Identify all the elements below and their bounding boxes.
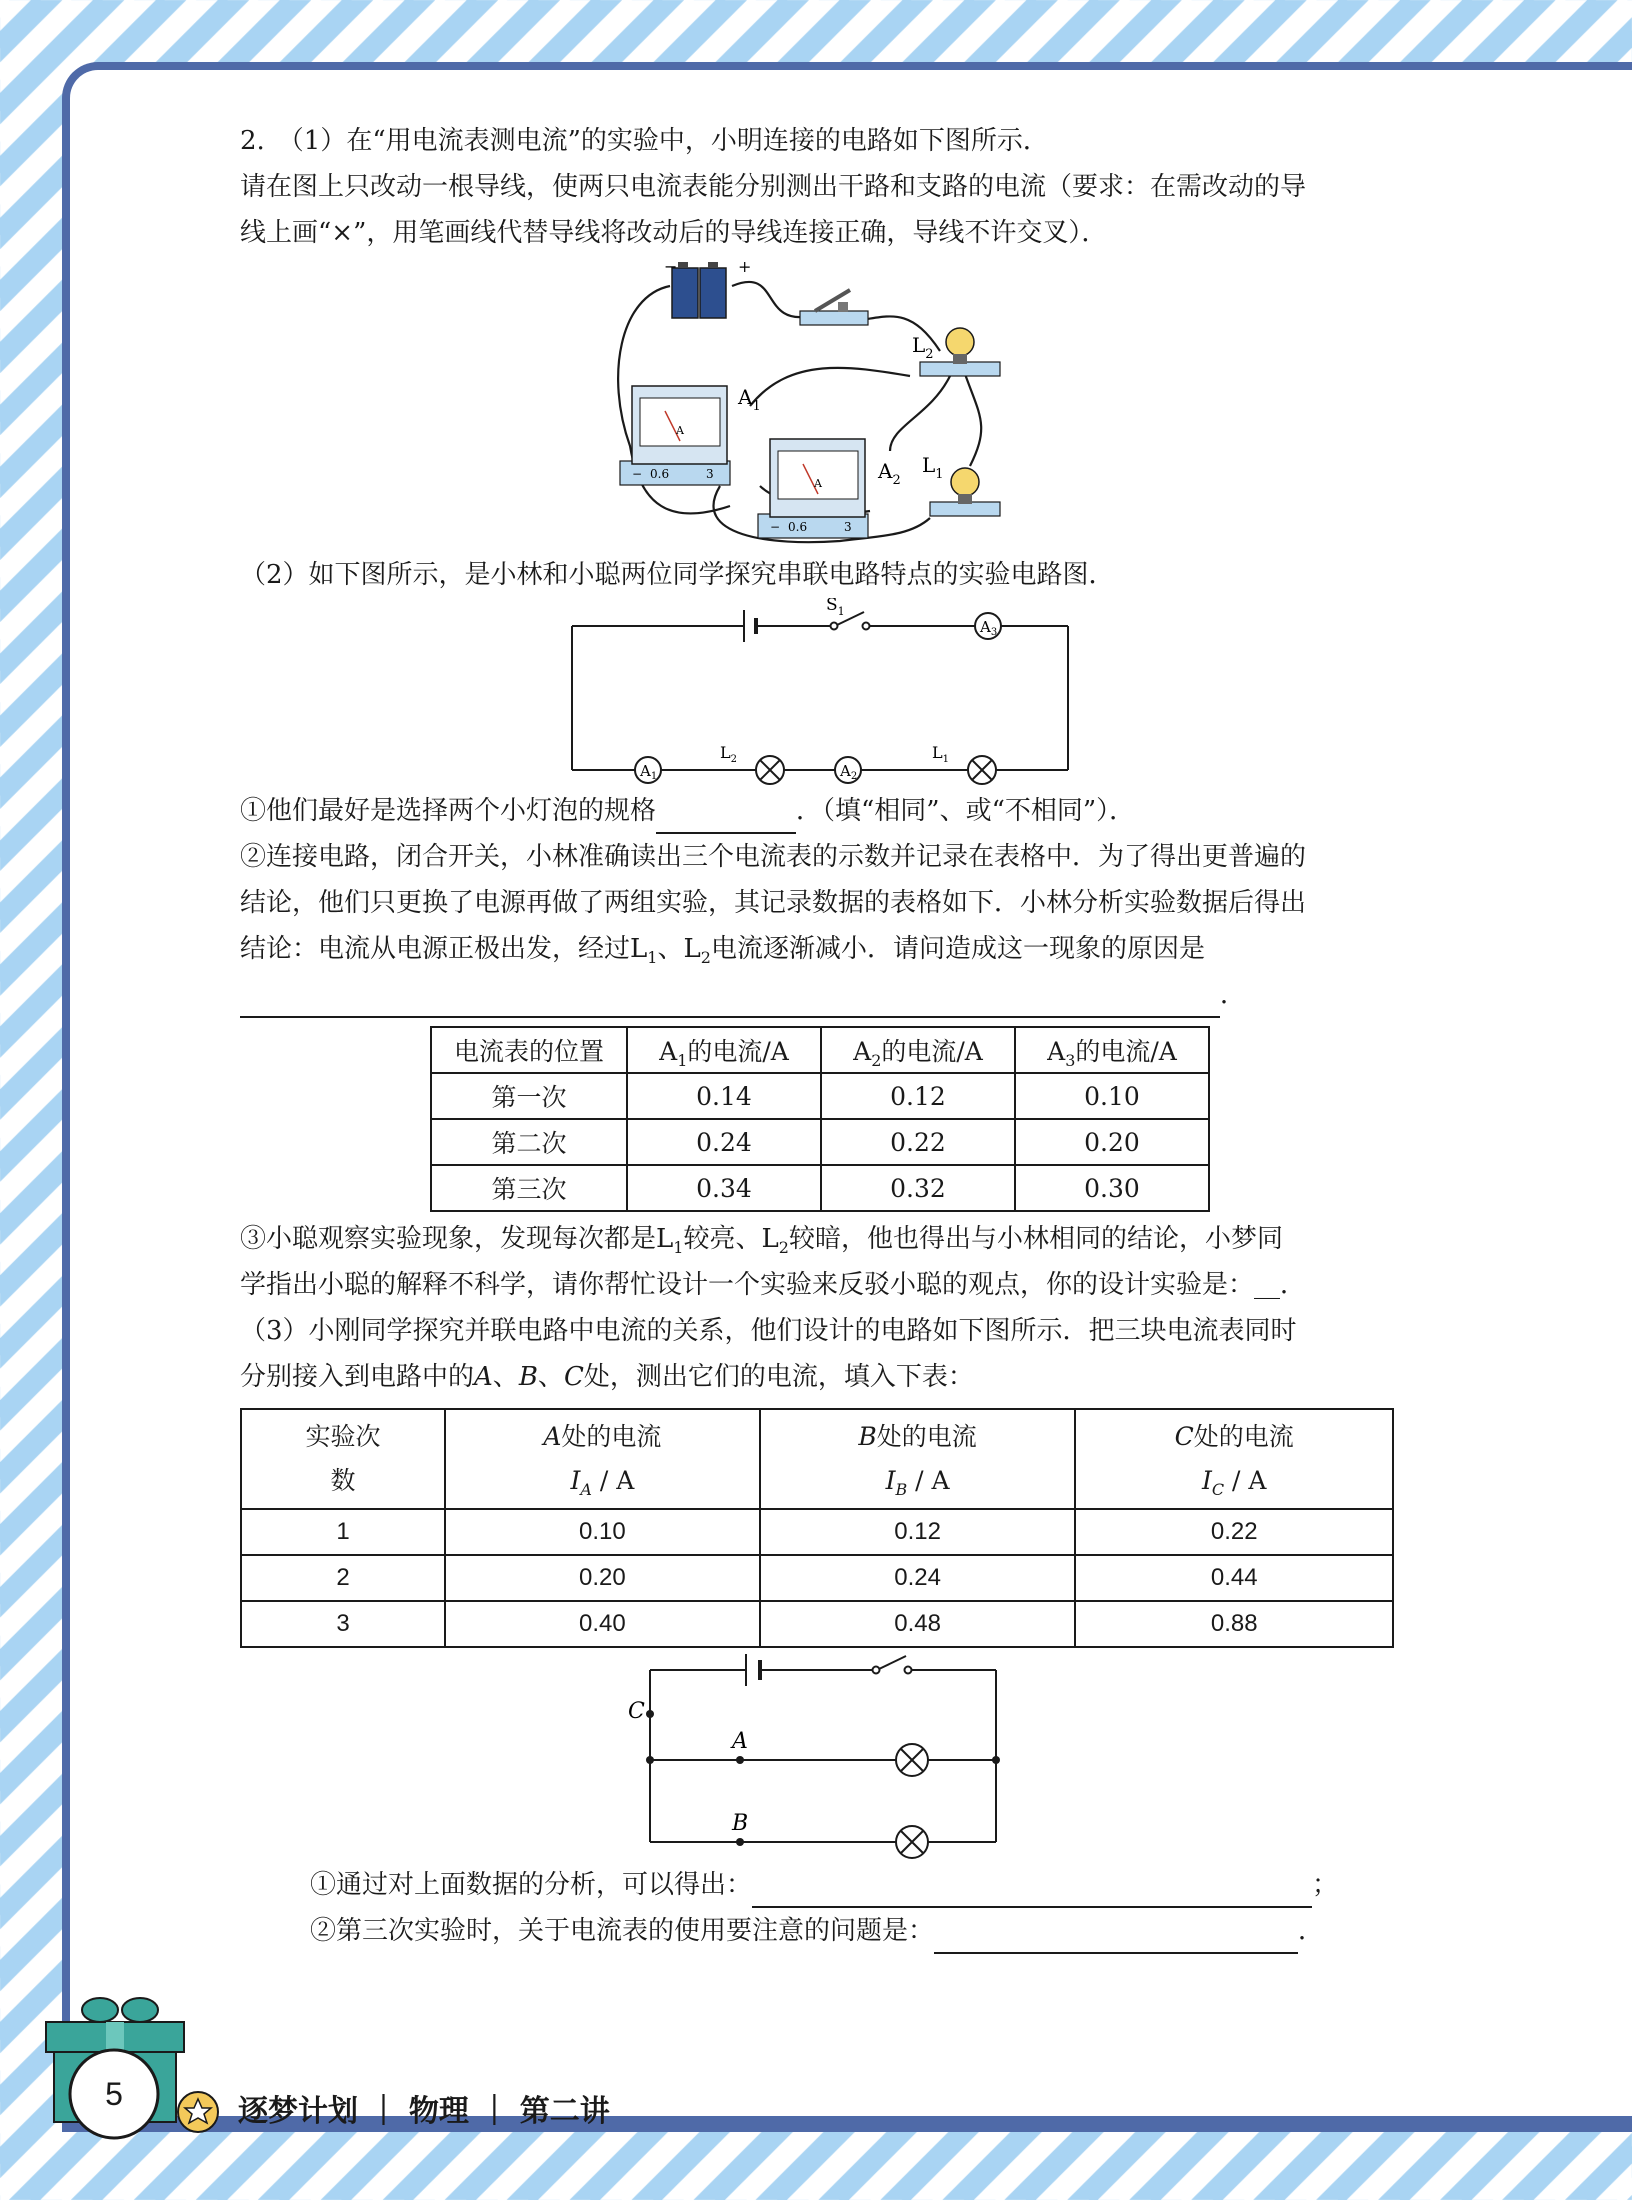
- point-c-label: C: [628, 1699, 645, 1724]
- parallel-circuit-diagram: [620, 1652, 1020, 1862]
- battery-plus-label: +: [738, 257, 752, 276]
- lamp-l2-symbol: [756, 756, 784, 784]
- a2-scale-3: 3: [844, 520, 852, 534]
- a2-scale-minus: −: [770, 520, 781, 534]
- table-row: 第一次 0.14 0.12 0.10: [431, 1073, 1209, 1119]
- part2-intro: （2）如下图所示，是小林和小聪两位同学探究串联电路特点的实验电路图．: [240, 560, 1115, 590]
- page-number: 5: [105, 2076, 123, 2112]
- part3-line1: （3）小刚同学探究并联电路中电流的关系，他们设计的电路如下图所示．把三块电流表同时: [240, 1316, 1297, 1346]
- a1-scale-minus: −: [632, 467, 643, 481]
- header-a3: $A_3$的电流/A: [1015, 1027, 1209, 1073]
- question-c1: ①他们最好是选择两个小灯泡的规格 ．（填“相同”、或“不相同”）．: [240, 788, 1400, 834]
- answer-blank-d2[interactable]: [934, 1922, 1298, 1954]
- battery-minus-label: −: [664, 257, 678, 276]
- answer-blank-c2[interactable]: [240, 986, 1220, 1018]
- lamp-l1-symbol: [968, 756, 996, 784]
- fig2-l2-label: $L_2$: [720, 743, 737, 765]
- table-row: 2 0.20 0.24 0.44: [241, 1555, 1393, 1601]
- series-data-table: [430, 1026, 1210, 1212]
- question-c2-line3: 结论：电流从电源正极出发，经过$L_1$、$L_2$电流逐渐减小．请问造成这一现象的原因是: [240, 934, 1205, 968]
- point-a-label: A: [732, 1729, 748, 1754]
- table-header-row: [241, 1409, 1393, 1509]
- question-d2: ②第三次实验时，关于电流表的使用要注意的问题是： ．: [240, 1908, 1400, 1954]
- switch-symbol: [873, 1656, 912, 1674]
- ammeter-a3-symbol: [975, 613, 1001, 639]
- series-circuit-diagram: [560, 598, 1080, 788]
- question-c3-line2: 学指出小聪的解释不科学，请你帮忙设计一个实验来反驳小聪的观点，你的设计实验是：__．: [240, 1270, 1307, 1300]
- battery-symbol: [746, 1654, 760, 1686]
- a2-meter-unit: A: [814, 477, 822, 490]
- header-current-c: C处的电流 $I_C$ / A: [1075, 1409, 1393, 1509]
- battery-symbol: [744, 610, 756, 642]
- a2-scale-06: 0.6: [788, 520, 808, 534]
- table-row: 第三次 0.34 0.32 0.30: [431, 1165, 1209, 1211]
- answer-blank-c1[interactable]: [656, 802, 796, 834]
- svg-text:A1: $A_1$: [640, 762, 658, 782]
- header-position: 电流表的位置: [431, 1027, 627, 1073]
- header-a2: $A_2$的电流/A: [821, 1027, 1015, 1073]
- star-badge-icon: [176, 2090, 220, 2134]
- physical-circuit-figure: [610, 256, 1030, 546]
- header-a1: $A_1$的电流/A: [627, 1027, 821, 1073]
- fig2-s1-label: $S_1$: [826, 598, 845, 618]
- header-current-a: A处的电流 $I_A$ / A: [445, 1409, 760, 1509]
- svg-text:A3: $A_3$: [980, 618, 998, 638]
- a1-meter-unit: A: [676, 424, 684, 437]
- question-d1: ①通过对上面数据的分析，可以得出： ；: [240, 1862, 1400, 1908]
- table-row: 3 0.40 0.48 0.88: [241, 1601, 1393, 1647]
- table-row: 1 0.10 0.12 0.22: [241, 1509, 1393, 1555]
- question-c2-line1: ②连接电路，闭合开关，小林准确读出三个电流表的示数并记录在表格中．为了得出更普遍的: [240, 842, 1307, 872]
- header-trial: 实验次 数: [241, 1409, 445, 1509]
- point-b-label: B: [732, 1811, 749, 1836]
- fig1-a1-label: $A_1$: [738, 385, 761, 414]
- fig1-a2-label: $A_2$: [878, 459, 901, 488]
- switch-icon: [800, 290, 868, 325]
- table-row: 第二次 0.24 0.22 0.20: [431, 1119, 1209, 1165]
- question-c2-line2: 结论，他们只更换了电源再做了两组实验，其记录数据的表格如下．小林分析实验数据后得出: [240, 888, 1307, 918]
- ammeter-a1-icon: [620, 386, 730, 485]
- svg-text:A2: $A_2$: [840, 762, 858, 782]
- fig1-l2-label: $L_2$: [912, 333, 934, 362]
- battery-icon: [672, 262, 726, 318]
- a1-scale-3: 3: [706, 467, 714, 481]
- lamp-lower-symbol: [896, 1826, 928, 1858]
- ammeter-a2-symbol: [835, 757, 861, 783]
- q2-instruction-line1: 请在图上只改动一根导线，使两只电流表能分别测出干路和支路的电流（要求：在需改动的导: [240, 172, 1307, 202]
- table-header-row: [431, 1027, 1209, 1073]
- q2-instruction-line2: 线上画“×”，用笔画线代替导线将改动后的导线连接正确，导线不许交叉）．: [240, 218, 1108, 248]
- q2-intro: 2. （1）在“用电流表测电流”的实验中，小明连接的电路如下图所示．: [240, 126, 1049, 156]
- answer-blank-d1[interactable]: [752, 1876, 1312, 1908]
- a1-scale-06: 0.6: [650, 467, 670, 481]
- header-current-b: B处的电流 $I_B$ / A: [760, 1409, 1076, 1509]
- question-c3-line1: ③小聪观察实验现象，发现每次都是$L_1$较亮、$L_2$较暗，他也得出与小林相同的结论，小梦同: [240, 1224, 1283, 1258]
- ammeter-a2-icon: [758, 439, 868, 538]
- lamp-upper-symbol: [896, 1744, 928, 1776]
- worksheet-content: [240, 118, 1400, 1954]
- question-c2-answer-line: ．: [240, 972, 1400, 1018]
- part3-line2: 分别接入到电路中的A、B、C处，测出它们的电流，填入下表：: [240, 1362, 974, 1392]
- ammeter-a1-symbol: [635, 757, 661, 783]
- parallel-data-table: [240, 1408, 1394, 1648]
- fig2-l1-label: $L_1$: [932, 743, 949, 765]
- footer-title: 逐梦计划 ｜ 物理 ｜ 第二讲: [238, 2094, 610, 2129]
- fig1-l1-label: $L_1$: [922, 453, 944, 482]
